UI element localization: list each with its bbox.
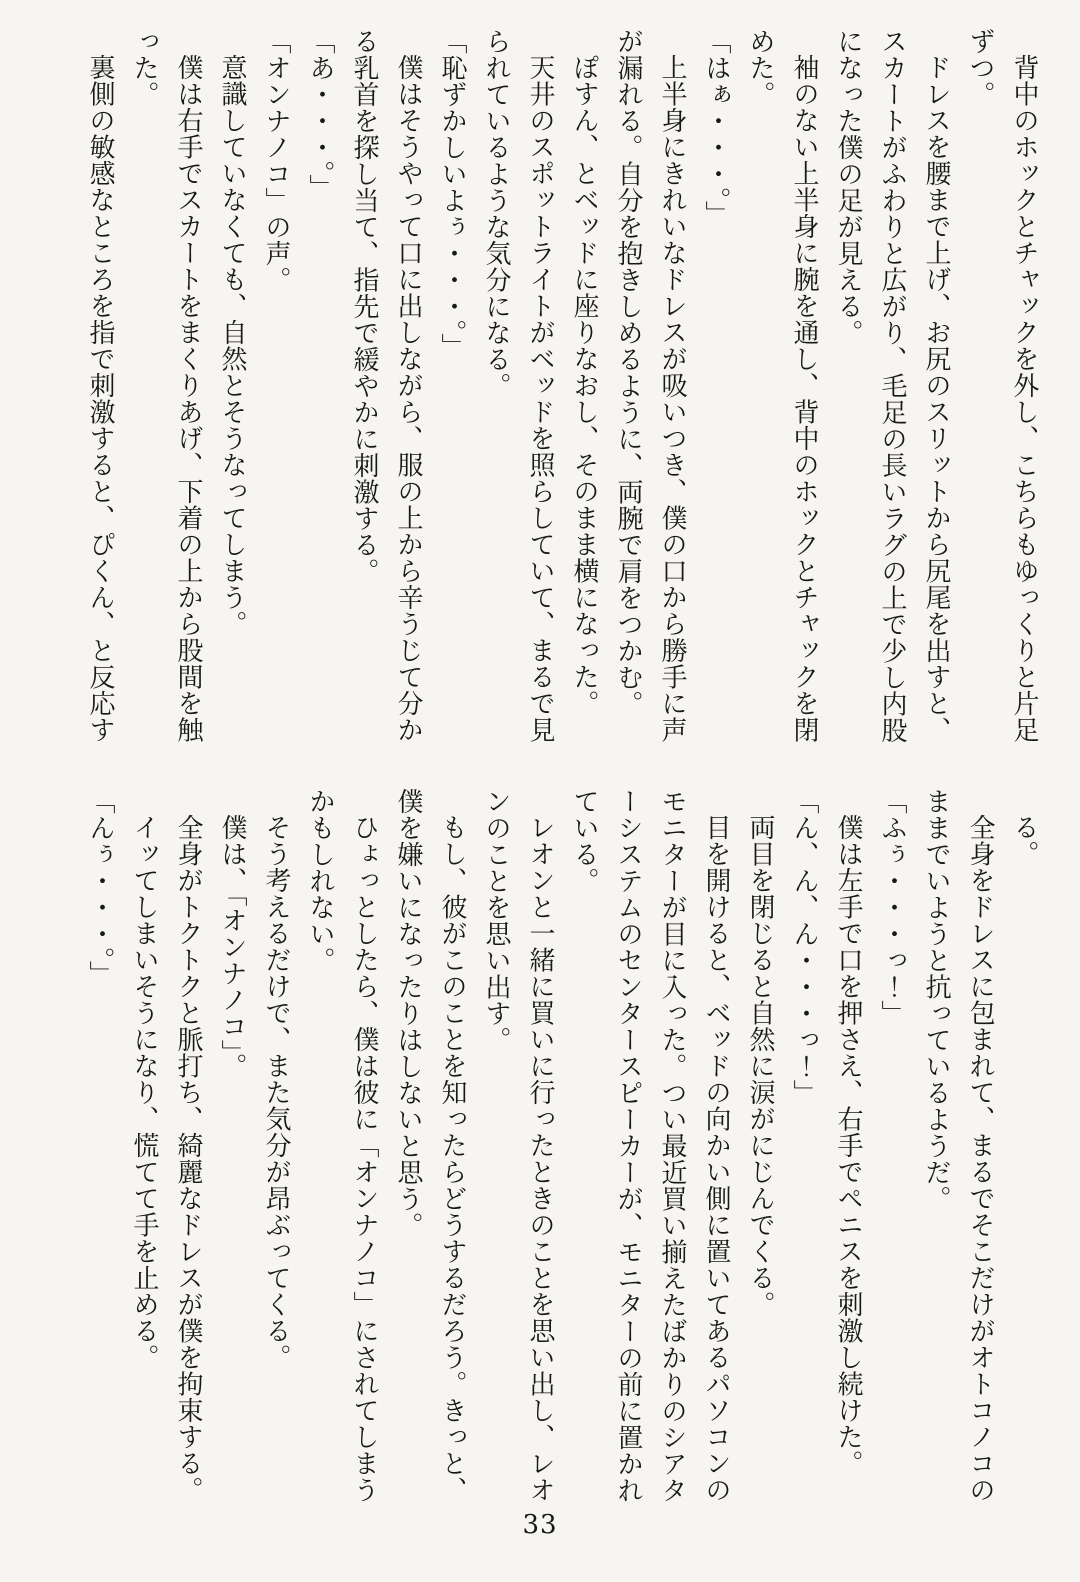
paragraph: 「んぅ・・・。」: [85, 788, 115, 987]
paragraph: 「オンナノコ」の声。: [261, 28, 291, 293]
paragraph: 袖のない上半身に腕を通し、背中のホックとチャックを閉めた。: [745, 28, 819, 743]
paragraph: 上半身にきれいなドレスが吸いつき、僕の口から勝手に声が漏れる。自分を抱きしめるように、両腕で肩をつかむ。: [613, 28, 687, 743]
paragraph: レオンと一緒に買いに行ったときのことを思い出し、レオンのことを思い出す。: [481, 788, 555, 1503]
paragraph: 僕は、「オンナノコ」。: [217, 814, 247, 1080]
paragraph: イッてしまいそうになり、慌てて手を止める。: [129, 814, 159, 1371]
text-block-bottom: [44, 788, 1046, 1506]
paragraph: ぽすん、とベッドに座りなおし、そのまま横になった。: [569, 54, 599, 717]
paragraph: 背中のホックとチャックを外し、こちらもゆっくりと片足ずつ。: [965, 28, 1039, 743]
paragraph: 全身をドレスに包まれて、まるでそこだけがオトコノコのままでいようと抗っているようだ。: [921, 788, 995, 1503]
paragraph: 僕は右手でスカートをまくりあげ、下着の上から股間を触った。: [129, 28, 203, 743]
paragraph: 天井のスポットライトがベッドを照らしていて、まるで見られているような気分になる。: [481, 28, 555, 743]
paragraph: そう考えるだけで、また気分が昂ぶってくる。: [261, 814, 291, 1371]
paragraph: 意識していなくても、自然とそうなってしまう。: [217, 54, 247, 637]
paragraph: 裏側の敏感なところを指で刺激すると、ぴくん、と反応す: [85, 54, 115, 743]
paragraph: 「はぁ・・・。」: [701, 28, 731, 227]
text-block-top: [44, 28, 1046, 746]
paragraph: 全身がトクトクと脈打ち、綺麗なドレスが僕を拘束する。: [173, 814, 203, 1503]
paragraph: る。: [1009, 814, 1039, 867]
paragraph: 僕はそうやって口に出しながら、服の上から辛うじて分かる乳首を探し当て、指先で緩やかに刺激する。: [349, 28, 423, 743]
paragraph: 「ふぅ・・・っ！」: [877, 788, 907, 1027]
paragraph: 目を開けると、ベッドの向かい側に置いてあるパソコンのモニターが目に入った。つい最近買い揃えたばかりのシアターシステムのセンタースピーカーが、モニターの前に置かれている。: [569, 788, 731, 1504]
paragraph: ひょっとしたら、僕は彼に「オンナノコ」にされてしまうかもしれない。: [305, 788, 379, 1503]
page-number: 33: [522, 1510, 558, 1540]
paragraph: 「ん、ん、ん・・・っ！」: [789, 788, 819, 1106]
paragraph: 「恥ずかしいよぅ・・・。」: [437, 28, 467, 360]
paragraph: もし、彼がこのことを知ったらどうするだろう。きっと、僕を嫌いになったりはしないと思う。: [393, 788, 467, 1503]
paragraph: 両目を閉じると自然に涙がにじんでくる。: [745, 814, 775, 1318]
paragraph: ドレスを腰まで上げ、お尻のスリットから尻尾を出すと、スカートがふわりと広がり、毛足の長いラグの上で少し内股になった僕の足が見える。: [833, 28, 951, 744]
paragraph: 僕は左手で口を押さえ、右手でペニスを刺激し続けた。: [833, 814, 863, 1477]
paragraph: 「あ・・・。」: [305, 28, 335, 201]
